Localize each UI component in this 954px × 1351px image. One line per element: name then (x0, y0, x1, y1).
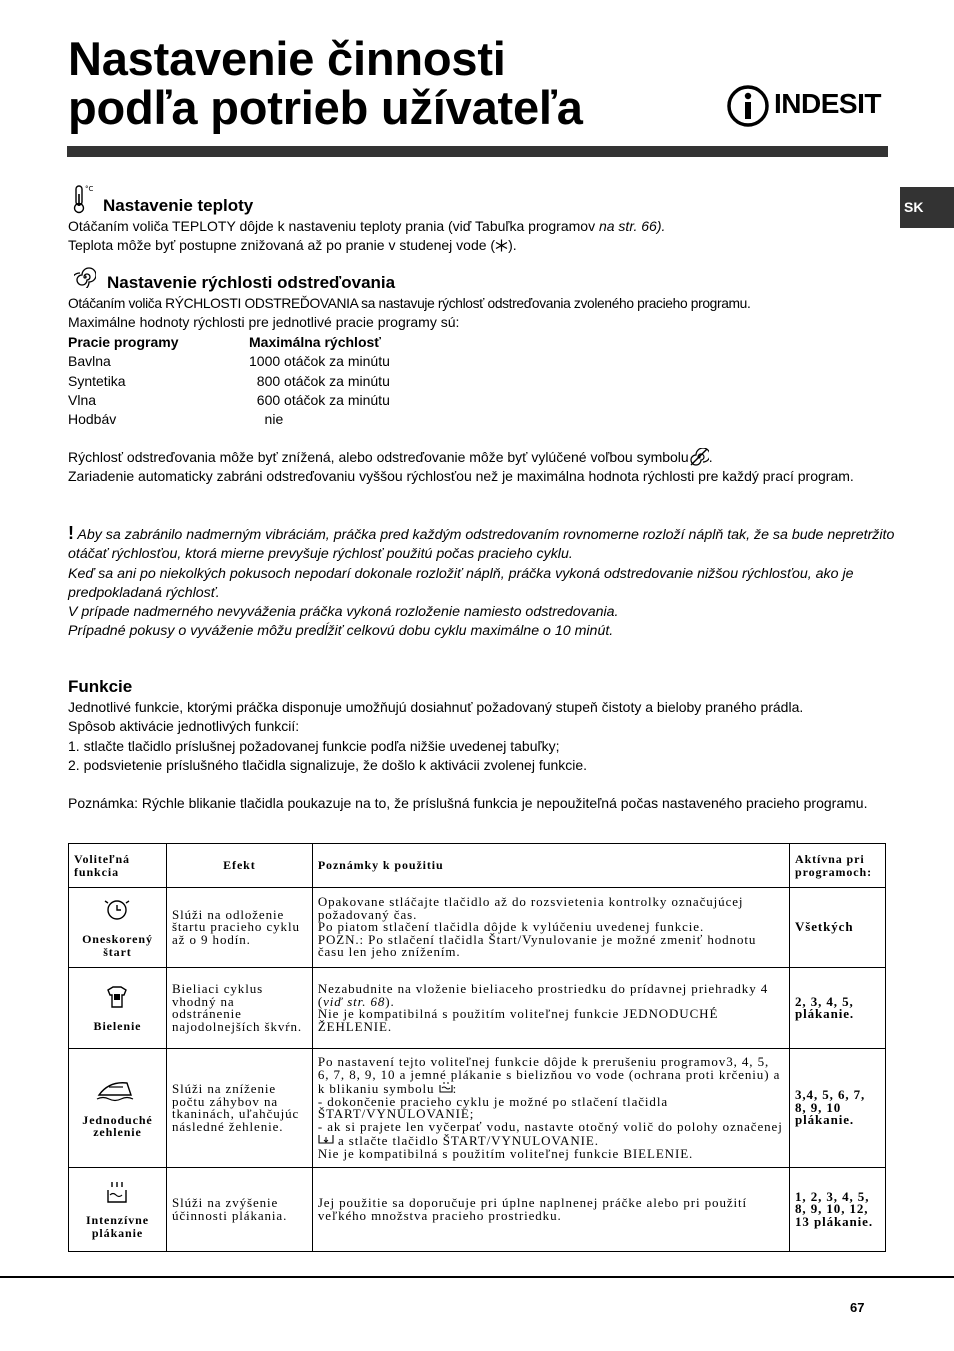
easy-iron-icon (95, 1077, 139, 1103)
table-row (69, 1168, 886, 1252)
thermometer-icon (72, 184, 96, 214)
warning-line: Aby sa zabránilo nadmerným vibráciám, práčka pred každým odstredovaním rovnomerne rozloží náplň tak, že sa bude nepretržito otáčať rýchlosťou, ktorá mierne prevyšuje rýchlosť použitú počas pracieho cyklu. (68, 527, 895, 563)
rinse-hold-icon (439, 1081, 453, 1093)
functions-text-1: Jednotlivé funkcie, ktorými práčka disponuje umožňujú dosiahnuť požadovaný stupeň čistoty a bieloby praného prádla. (68, 699, 804, 715)
header-notes: Poznámky k použitiu (312, 844, 789, 888)
title-line-2: podľa potrieb užívateľa (68, 81, 583, 134)
col-speed-header: Maximálna rýchlosť (249, 334, 381, 350)
header-divider (67, 146, 888, 157)
program-name: Syntetika (68, 372, 126, 389)
spin-text-2: Maximálne hodnoty rýchlosti pre jednotlivé pracie programy sú: (68, 314, 460, 330)
warning-line: V prípade nadmerného nevyváženia práčka vykoná rozloženie namiesto odstredovania. (68, 604, 619, 621)
function-cell (69, 888, 167, 968)
function-name: Bielenie (93, 1019, 142, 1033)
table-row (69, 968, 886, 1049)
program-name: Vlna (68, 391, 97, 408)
programs-cell: Všetkých (790, 888, 886, 968)
program-speed: nie (249, 411, 284, 428)
program-name: Bavlna (68, 353, 111, 370)
function-name: Intenzívne plákanie (85, 1213, 149, 1240)
warning-block (68, 524, 898, 642)
effect-cell: Slúži na zvýšenie účinnosti plákania. (166, 1168, 312, 1252)
temperature-heading: Nastavenie teploty (103, 196, 254, 215)
functions-text-2: Spôsob aktivácie jednotlivých funkcií: (68, 718, 300, 734)
no-spin-icon (689, 448, 709, 466)
program-speed: 1000 otáčok za minútu (249, 353, 390, 370)
brand-name: INDESIT (774, 88, 881, 119)
effect-cell: Slúži na odloženie štartu pracieho cyklu až o 9 hodín. (166, 888, 312, 968)
program-name: Hodbáv (68, 411, 117, 428)
spin-text-1: Otáčaním voliča RÝCHLOSTI ODSTREĎOVANIA sa nastavuje rýchlosť odstreďovania zvoleného pracieho programu. (68, 296, 751, 311)
programs-cell: 2, 3, 4, 5, plákanie. (790, 968, 886, 1049)
indesit-i-icon (726, 84, 770, 128)
program-speed: 600 otáčok za minútu (249, 391, 390, 408)
delayed-start-icon (102, 897, 132, 923)
notes-cell: Jej použitie sa doporučuje pri úplne naplnenej práčke alebo pri použití veľkého množstva pracieho prostriedku. (312, 1168, 789, 1252)
warning-line: Keď sa ani po niekolkých pokusoch nepodarí dokonale rozložiť náplň, práčka vykoná odstredovanie nižšou rýchlosťou, ako je predpokladaná rýchlosť. (68, 565, 854, 601)
snowflake-icon (495, 239, 508, 252)
notes-cell: Po nastavení tejto voliteľnej funkcie dôjde k prerušeniu programov3, 4, 5, 6, 7, 8, 9, 10 a jemné plákanie s bielizňou vo vode (ochrana proti krčeniu) a k blikaniu symbolu : - dokončenie pracieho cyklu je možné po stlačení tlačidla ŠTART/VYNULOVANIE; - ak si prajete len vyčerpať vodu, nastavte otočný volič do polohy označenej a stlačte tlačidlo ŠTART/VYNULOVANIE. Nie je kompatibilná s použitím voliteľnej funkcie BIELENIE. (312, 1049, 789, 1168)
functions-table (68, 843, 886, 1252)
temperature-text-1: Otáčaním voliča TEPLOTY dôjde k nastaveniu teploty prania (viď Tabuľka programov na str. 66). (68, 218, 666, 234)
function-cell (69, 1168, 167, 1252)
notes-cell: Nezabudnite na vloženie bieliaceho prostriedku do prídavnej priehradky 4 (viď str. 68). Nie je kompatibilná s použitím voliteľnej funkcie JEDNODUCHÉ ŽEHLENIE. (312, 968, 789, 1049)
col-program-header: Pracie programy (68, 334, 179, 350)
spin-note-1: Rýchlosť odstreďovania môže byť znížená, alebo odstreďovanie môže byť vylúčené voľbou symbolu . (68, 449, 713, 465)
effect-cell: Bieliaci cyklus vhodný na odstránenie najodolnejších škvŕn. (166, 968, 312, 1049)
functions-text-3: 1. stlačte tlačidlo príslušnej požadovanej funkcie podľa nižšie uvedenej tabuľky; (68, 738, 560, 754)
table-header-row (69, 844, 886, 888)
table-row (69, 1049, 886, 1168)
header-function: Voliteľná funkcia (69, 844, 167, 888)
warning-mark: ! (68, 523, 74, 543)
programs-cell: 3,4, 5, 6, 7, 8, 9, 10 plákanie. (790, 1049, 886, 1168)
functions-heading: Funkcie (68, 677, 133, 696)
spin-note-2: Zariadenie automaticky zabráni odstreďovaniu vyššou rýchlosťou než je maximálna hodnota rýchlosti pre každý prací program. (68, 468, 854, 484)
function-cell (69, 968, 167, 1049)
functions-text-4: 2. podsvietenie príslušného tlačidla signalizuje, že došlo k aktivácii zvolenej funkcie. (68, 757, 588, 773)
language-tab: SK (900, 187, 954, 228)
spin-spiral-icon (74, 266, 96, 288)
indesit-logo (726, 84, 886, 128)
bleach-icon (104, 984, 130, 1010)
footer-divider (0, 1276, 954, 1278)
drain-icon (318, 1133, 334, 1145)
functions-note: Poznámka: Rýchle blikanie tlačidla poukazuje na to, že príslušná funkcia je nepoužiteľná počas nastaveného pracieho programu. (68, 795, 868, 811)
notes-cell: Opakovane stláčajte tlačidlo až do rozsvietenia kontrolky označujúcej požadovaný čas. Po piatom stlačení tlačidla dôjde k vylúčeniu uvedenej funkcie. POZN.: Po stlačení tlačidla Štart/Vynulovanie je možné zmeniť hodnotu času len jeho znížením. (312, 888, 789, 968)
page-number: 67 (850, 1300, 865, 1315)
temperature-text-2: Teplota môže byť postupne znižovaná až po pranie v studenej vode ( ). (68, 237, 517, 253)
program-speed: 800 otáčok za minútu (249, 372, 390, 389)
function-name: Oneskorený štart (82, 932, 153, 959)
title-line-1: Nastavenie činnosti (68, 32, 506, 85)
header-programs: Aktívna pri programoch: (790, 844, 886, 888)
spin-heading: Nastavenie rýchlosti odstreďovania (107, 273, 396, 292)
table-row (69, 888, 886, 968)
effect-cell: Slúži na zníženie počtu záhybov na tkaninách, uľahčujúc následné žehlenie. (166, 1049, 312, 1168)
function-name: Jednoduché zehlenie (82, 1112, 153, 1140)
warning-line: Prípadné pokusy o vyváženie môžu predĺžiť celkovú dobu cyklu maximálne o 10 minút. (68, 623, 614, 640)
svg-text:°C: °C (85, 185, 94, 193)
function-cell (69, 1049, 167, 1168)
intensive-rinse-icon (105, 1180, 129, 1204)
programs-cell: 1, 2, 3, 4, 5, 8, 9, 10, 12, 13 plákanie. (790, 1168, 886, 1252)
page-title (68, 34, 583, 132)
header-effect: Efekt (166, 844, 312, 888)
